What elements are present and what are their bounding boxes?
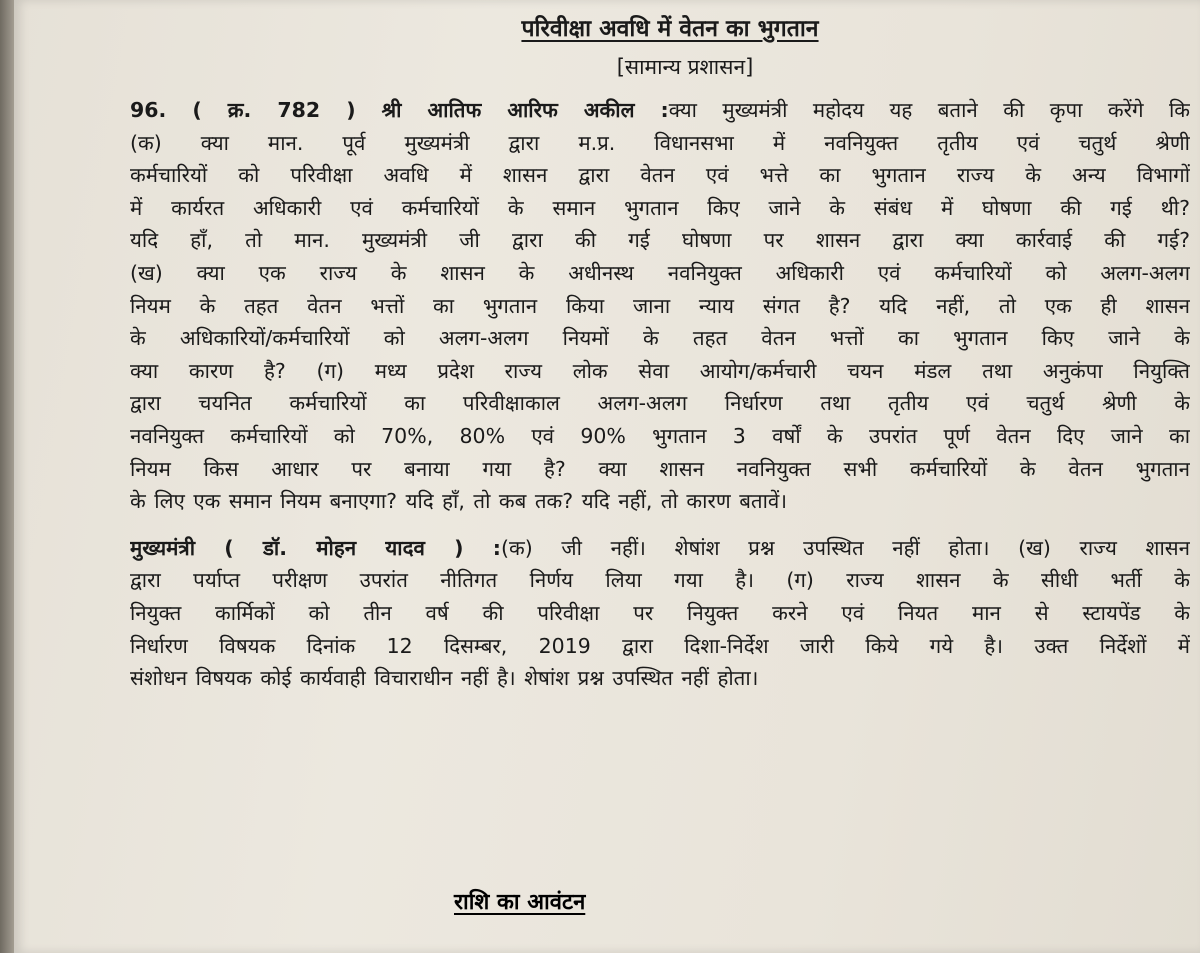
question-line-9: क्या कारण है? (ग) मध्य प्रदेश राज्य लोक सेवा आयोग/कर्मचारी चयन मंडल तथा अनुकंपा नियुक्ति: [130, 358, 1190, 383]
answer-line-4: निर्धारण विषयक दिनांक 12 दिसम्बर, 2019 द्वारा दिशा-निर्देश जारी किये गये है। उक्त निर्देशों में: [130, 633, 1190, 658]
question-line-11: नवनियुक्त कर्मचारियों को 70%, 80% एवं 90% भुगतान 3 वर्षों के उपरांत पूर्ण वेतन दिए जाने का: [130, 423, 1190, 448]
answer-line-2: द्वारा पर्याप्त परीक्षण उपरांत नीतिगत निर्णय लिया गया है। (ग) राज्य शासन के सीधी भर्ती के: [130, 568, 1190, 593]
question-text: क्या मुख्यमंत्री महोदय यह बताने की कृपा करेंगे कि: [668, 98, 1190, 122]
section-heading: परिवीक्षा अवधि में वेतन का भुगतान: [521, 16, 819, 42]
answer-paragraph: [130, 532, 1190, 695]
question-line-4: में कार्यरत अधिकारी एवं कर्मचारियों के समान भुगतान किए जाने के संबंध में घोषणा की गई थी?: [130, 195, 1190, 220]
page-shadow-edge: [0, 0, 14, 953]
answer-text: (क) जी नहीं। शेषांश प्रश्न उपस्थित नहीं होता। (ख) राज्य शासन: [501, 535, 1190, 560]
question-line-6: (ख) क्या एक राज्य के शासन के अधीनस्थ नवनियुक्त अधिकारी एवं कर्मचारियों को अलग-अलग: [130, 260, 1190, 285]
question-line-2: (क) क्या मान. पूर्व मुख्यमंत्री द्वारा म.प्र. विधानसभा में नवनियुक्त तृतीय एवं चतुर्थ श्रेणी: [130, 130, 1190, 155]
document-page: [14, 0, 1200, 953]
document-content: [130, 12, 1190, 695]
question-line-1: [130, 94, 1190, 127]
question-line-10: द्वारा चयनित कर्मचारियों का परिवीक्षाकाल अलग-अलग निर्धारण तथा तृतीय एवं चतुर्थ श्रेणी के: [130, 391, 1190, 416]
answer-line-5: संशोधन विषयक कोई कार्यवाही विचाराधीन नहीं है। शेषांश प्रश्न उपस्थित नहीं होता।: [130, 666, 759, 691]
question-line-12: नियम किस आधार पर बनाया गया है? क्या शासन नवनियुक्त सभी कर्मचारियों के वेतन भुगतान: [130, 456, 1190, 481]
question-paragraph: [130, 94, 1190, 518]
answer-line-3: नियुक्त कार्मिकों को तीन वर्ष की परिवीक्षा पर नियुक्त करने एवं नियत मान से स्टायपेंड के: [130, 600, 1190, 625]
question-prefix: 96. ( क्र. 782 ) श्री आतिफ आरिफ अकील :: [130, 98, 669, 122]
question-line-5: यदि हाँ, तो मान. मुख्यमंत्री जी द्वारा की गई घोषणा पर शासन द्वारा क्या कार्रवाई की गई?: [130, 228, 1190, 253]
answer-line-1: [130, 532, 1190, 565]
next-section-heading: राशि का आवंटन: [454, 890, 586, 915]
department-label: [सामान्य प्रशासन]: [616, 55, 754, 79]
question-line-3: कर्मचारियों को परिवीक्षा अवधि में शासन द्वारा वेतन एवं भत्ते का भुगतान राज्य के अन्य विभागों: [130, 163, 1190, 188]
question-line-8: के अधिकारियों/कर्मचारियों को अलग-अलग नियमों के तहत वेतन भत्तों का भुगतान किए जाने के: [130, 326, 1190, 351]
answer-prefix: मुख्यमंत्री ( डॉ. मोहन यादव ) :: [130, 535, 502, 560]
question-line-7: नियम के तहत वेतन भत्तों का भुगतान किया जाना न्याय संगत है? यदि नहीं, तो एक ही शासन: [130, 293, 1190, 318]
question-line-13: के लिए एक समान नियम बनाएगा? यदि हाँ, तो कब तक? यदि नहीं, तो कारण बतावें।: [130, 489, 788, 514]
